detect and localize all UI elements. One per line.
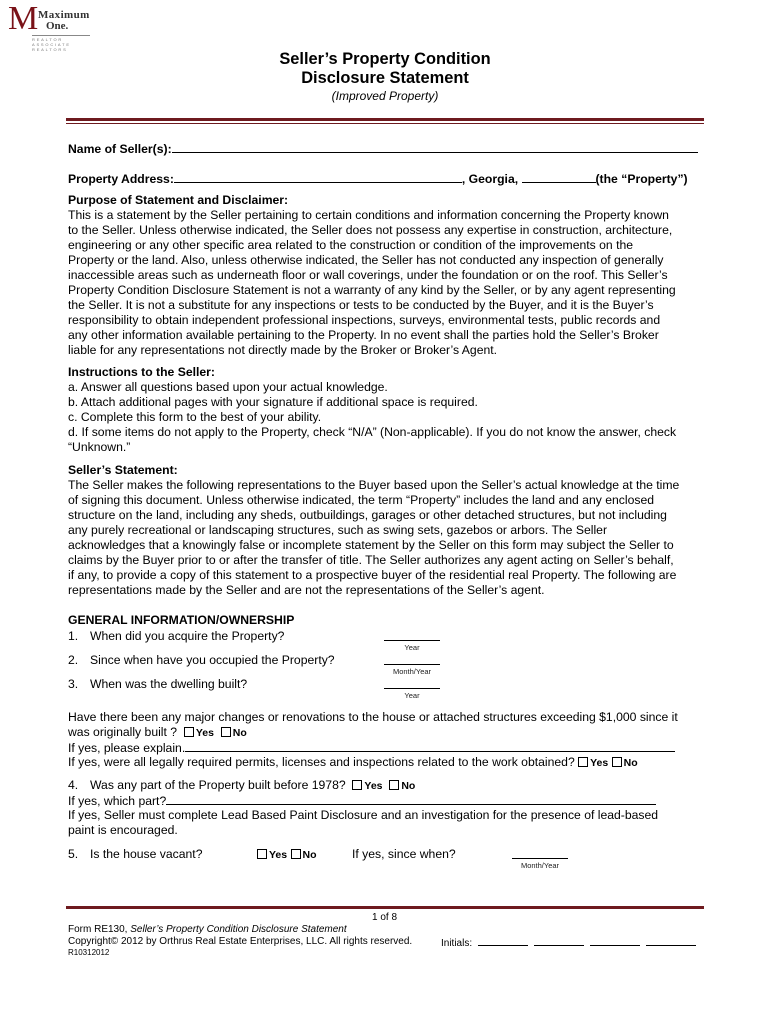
question-4-text: Was any part of the Property built before 1978?	[90, 778, 346, 792]
statement-section	[68, 463, 704, 598]
property-address-field[interactable]	[174, 171, 462, 183]
seller-name-row	[68, 141, 698, 157]
logo-word-1: Maximum	[38, 9, 90, 21]
statement-line: representations made by the Seller and are not the representations of the Seller’s agent.	[68, 583, 545, 597]
initials-label: Initials:	[441, 938, 473, 949]
purpose-line: any other information available pertaining to the Property. In no event shall the parties hold the Seller’s Broker	[68, 328, 659, 342]
initials-field[interactable]	[534, 936, 584, 946]
zip-field[interactable]	[522, 171, 596, 183]
question-3-number: 3.	[68, 677, 79, 691]
instructions-heading: Instructions to the Seller:	[68, 365, 215, 379]
question-1-number: 1.	[68, 629, 79, 643]
purpose-line: liable for any representations not directly made by the Broker or Broker’s Agent.	[68, 343, 498, 357]
q5-no-checkbox[interactable]	[291, 849, 301, 859]
form-id	[68, 924, 347, 935]
logo-word-2: One.	[46, 20, 69, 32]
logo-letter: M	[8, 0, 39, 37]
changes-no-checkbox[interactable]	[221, 727, 231, 737]
instruction-item: “Unknown.”	[68, 440, 131, 454]
instruction-item: d. If some items do not apply to the Property, check “N/A” (Non-applicable). If you do not know the answer, check	[68, 425, 677, 439]
question-2	[68, 653, 335, 667]
q4-yes-label: Yes	[364, 780, 383, 792]
purpose-line: This is a statement by the Seller pertaining to certain conditions and information concerning the Property known	[68, 208, 669, 222]
page-subtitle: (Improved Property)	[331, 89, 439, 103]
explain-field[interactable]	[185, 740, 675, 752]
header-divider	[66, 118, 704, 121]
purpose-line: responsibility to obtain independent professional inspections, surveys, environmental tests, public records and	[68, 313, 661, 327]
instruction-item: a. Answer all questions based upon your actual knowledge.	[68, 380, 388, 394]
changes-line-2	[68, 725, 247, 741]
initials-field[interactable]	[646, 936, 696, 946]
explain-label: If yes, please explain.	[68, 741, 186, 755]
purpose-line: the Seller. It is not a substitute for any inspections or tests to be conducted by the Buyer, and it is the Buyer’s	[68, 298, 654, 312]
q5-since-answer[interactable]	[512, 858, 568, 870]
instructions-section	[68, 365, 704, 455]
q5-no-label: No	[302, 849, 317, 861]
question-4-number: 4.	[68, 778, 79, 792]
initials-row	[441, 936, 696, 949]
changes-no-label: No	[232, 727, 247, 739]
purpose-section	[68, 193, 704, 358]
instruction-item: c. Complete this form to the best of your ability.	[68, 410, 322, 424]
question-3-text: When was the dwelling built?	[90, 677, 248, 691]
question-2-answer[interactable]	[384, 664, 440, 676]
purpose-line: engineering or any other specific area related to the construction or condition of the improvements on the	[68, 238, 634, 252]
question-2-text: Since when have you occupied the Property?	[90, 653, 335, 667]
copyright-text: Copyright© 2012 by Orthrus Real Estate Enterprises, LLC. All rights reserved.	[68, 936, 413, 947]
statement-line: any purely recreational or landscaping structures, such as swing sets, gazebos or arbors. The Seller	[68, 523, 608, 537]
purpose-line: Property or the land. Also, unless otherwise indicated, the Seller has not conducted any inspection of generally	[68, 253, 664, 267]
lead-line-1: If yes, Seller must complete Lead Based Paint Disclosure and an investigation for the presence of lead-based	[68, 808, 659, 822]
q5-options	[257, 847, 317, 863]
initials-field[interactable]	[590, 936, 640, 946]
statement-line: The Seller makes the following representations to the Buyer based upon the Seller’s actual knowledge at the time	[68, 478, 680, 492]
question-1	[68, 629, 284, 643]
state-label: , Georgia,	[461, 172, 519, 186]
purpose-heading: Purpose of Statement and Disclaimer:	[68, 193, 289, 207]
question-2-hint: Month/Year	[384, 664, 440, 676]
permits-no-checkbox[interactable]	[612, 757, 622, 767]
changes-yes-checkbox[interactable]	[184, 727, 194, 737]
question-1-hint: Year	[384, 640, 440, 652]
question-4	[68, 778, 415, 792]
q4-no-checkbox[interactable]	[389, 780, 399, 790]
q5-yes-checkbox[interactable]	[257, 849, 267, 859]
logo-tagline: REALTOR ASSOCIATE REALTORS	[32, 37, 71, 52]
permits-yes-checkbox[interactable]	[578, 757, 588, 767]
property-address-label: Property Address:	[68, 172, 174, 186]
q5-since-label: If yes, since when?	[352, 847, 456, 861]
q4-yes-checkbox[interactable]	[352, 780, 362, 790]
q5-since-hint: Month/Year	[512, 858, 568, 870]
purpose-line: inaccessible areas such as underneath floor or wall coverings, under the foundation or on the roof. This Seller’s	[68, 268, 668, 282]
question-5-number: 5.	[68, 847, 79, 861]
permits-yes-label: Yes	[590, 757, 609, 769]
form-number: Form RE130,	[68, 924, 128, 935]
revision-code: R10312012	[68, 948, 110, 957]
footer-divider	[66, 906, 704, 909]
statement-line: of signing this document. Unless otherwise indicated, the term “Property” includes the land and any enclosed	[68, 493, 654, 507]
which-part-label: If yes, which part?	[68, 794, 167, 808]
page-title-line-1: Seller’s Property Condition	[279, 50, 491, 68]
changes-question: was originally built ?	[68, 725, 178, 739]
statement-line: if any, to provide a copy of this statement to a prospective buyer of the residential real Property. The following are	[68, 568, 677, 582]
statement-line: acknowledges that a knowingly false or incomplete statement by the Seller on this form may subject the Seller to	[68, 538, 674, 552]
explain-row	[68, 740, 675, 756]
logo-rule	[32, 35, 90, 36]
changes-yes-label: Yes	[195, 727, 214, 739]
statement-heading: Seller’s Statement:	[68, 463, 178, 477]
lead-line-2: paint is encouraged.	[68, 823, 178, 837]
which-part-row	[68, 793, 656, 809]
question-1-answer[interactable]	[384, 640, 440, 652]
permits-question: If yes, were all legally required permits, licenses and inspections related to the work obtained?	[68, 755, 575, 769]
question-5	[68, 847, 202, 861]
question-3	[68, 677, 247, 691]
changes-line-1: Have there been any major changes or renovations to the house or attached structures exceeding $1,000 since it	[68, 710, 678, 724]
question-3-answer[interactable]	[384, 688, 440, 700]
permits-no-label: No	[623, 757, 638, 769]
seller-name-label: Name of Seller(s):	[68, 142, 172, 156]
page-number: 1 of 8	[372, 912, 398, 923]
purpose-line: Property Condition Disclosure Statement is not a warranty of any kind by the Seller, or by any agent representing	[68, 283, 676, 297]
form-title: Seller’s Property Condition Disclosure Statement	[130, 924, 347, 935]
statement-line: claims by the Buyer prior to or after the transfer of title. The Seller authorizes any agent acting on Seller’s behalf,	[68, 553, 674, 567]
page-title-line-2: Disclosure Statement	[301, 69, 469, 87]
question-3-hint: Year	[384, 688, 440, 700]
general-info-heading: GENERAL INFORMATION/OWNERSHIP	[68, 613, 295, 627]
initials-field[interactable]	[478, 936, 528, 946]
statement-line: structure on the land, including any sheds, outbuildings, garages or other detached structures, but not including	[68, 508, 667, 522]
property-address-row	[68, 171, 688, 187]
company-logo	[8, 0, 92, 52]
question-5-text: Is the house vacant?	[90, 847, 203, 861]
purpose-line: to the Seller. Unless otherwise indicated, the Seller does not possess any expertise in construction, architecture,	[68, 223, 673, 237]
question-2-number: 2.	[68, 653, 79, 667]
q4-no-label: No	[401, 780, 416, 792]
seller-name-field[interactable]	[172, 141, 698, 153]
instruction-item: b. Attach additional pages with your signature if additional space is required.	[68, 395, 478, 409]
q5-yes-label: Yes	[269, 849, 288, 861]
which-part-field[interactable]	[166, 793, 656, 805]
permits-row	[68, 755, 638, 771]
question-1-text: When did you acquire the Property?	[90, 629, 285, 643]
property-suffix: (the “Property”)	[595, 172, 688, 186]
header-divider-thin	[66, 123, 704, 124]
